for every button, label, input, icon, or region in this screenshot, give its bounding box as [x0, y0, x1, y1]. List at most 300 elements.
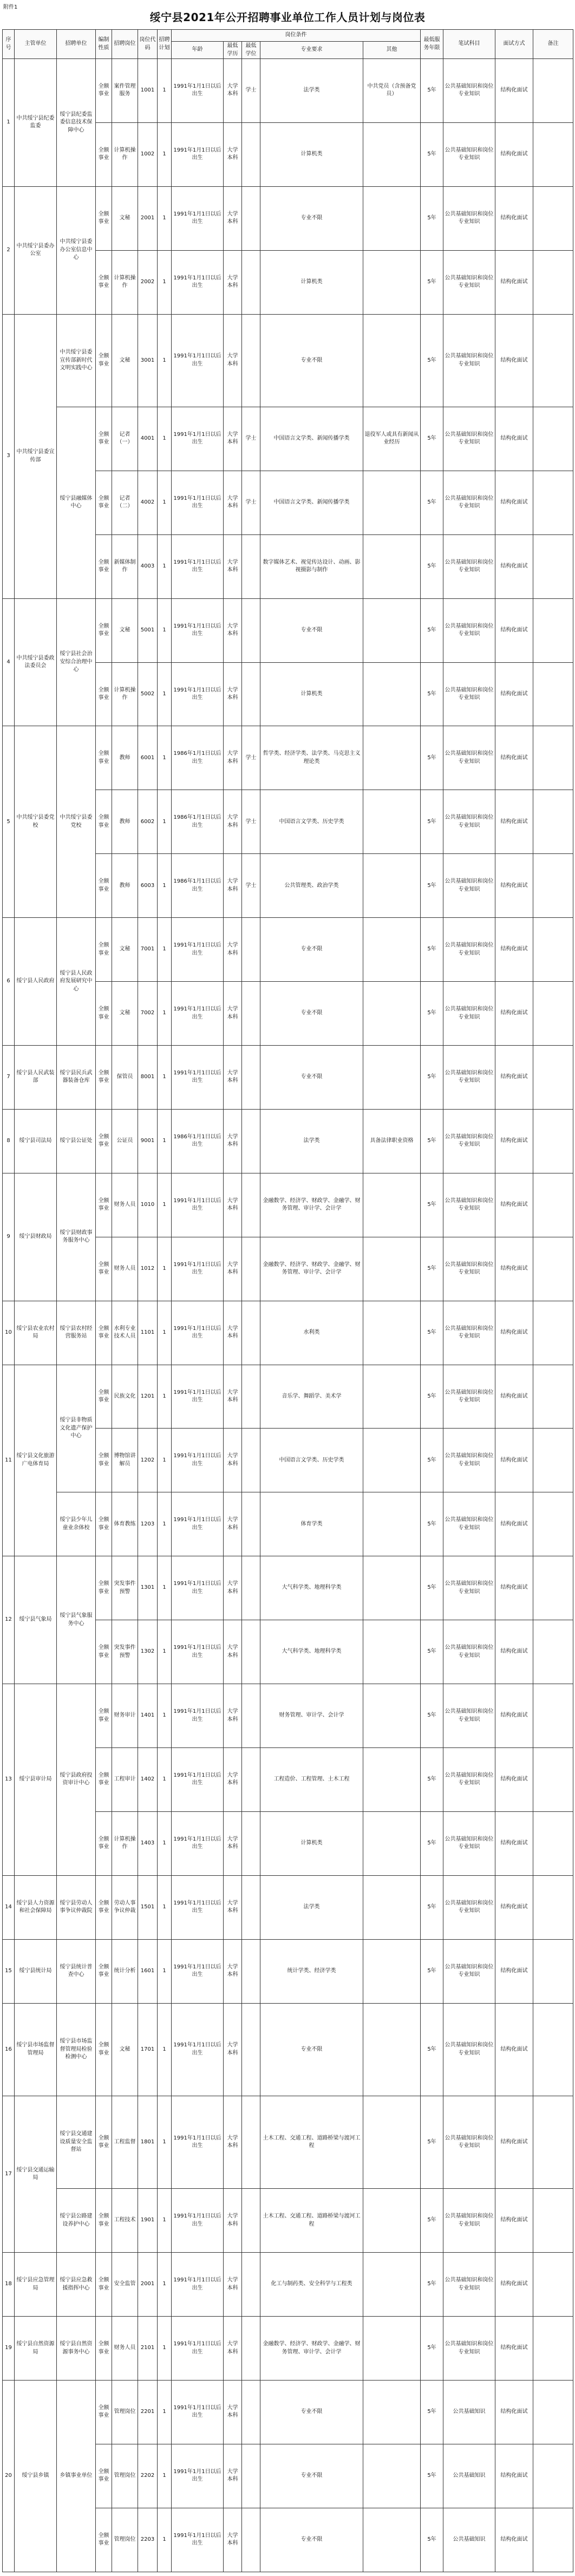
age-cell: 1991年1月1日以后出生 [172, 2317, 224, 2381]
remark-cell [533, 1429, 573, 1492]
exam-subject-cell: 公共基础知识和岗位专业知识 [443, 1747, 495, 1811]
post-name-cell: 教师 [112, 854, 138, 918]
service-cell: 5年 [421, 1747, 443, 1811]
post-name-cell: 计算机操作 [112, 250, 138, 314]
plan-cell: 1 [158, 1429, 172, 1492]
nature-cell: 全额事业 [96, 1620, 112, 1684]
interview-cell: 结构化面试 [495, 1429, 533, 1492]
edu-cell: 大学本科 [224, 186, 242, 250]
plan-cell: 1 [158, 1556, 172, 1620]
remark-cell [533, 1173, 573, 1237]
seq-cell: 15 [3, 1939, 15, 2003]
other-cell [363, 2317, 421, 2381]
plan-cell: 1 [158, 2253, 172, 2317]
exam-subject-cell: 公共基础知识和岗位专业知识 [443, 1939, 495, 2003]
remark-cell [533, 1301, 573, 1365]
other-cell [363, 1046, 421, 1110]
degree-cell: 学士 [242, 726, 260, 790]
table-body [3, 59, 573, 2572]
other-cell [363, 2444, 421, 2508]
post-code-cell: 1501 [138, 1875, 158, 1939]
header-interview: 面试方式 [495, 30, 533, 59]
post-code-cell: 1010 [138, 1173, 158, 1237]
nature-cell: 全额事业 [96, 122, 112, 186]
other-cell [363, 1939, 421, 2003]
post-code-cell: 6002 [138, 790, 158, 854]
major-cell: 财务管理、审计学、会计学 [260, 1684, 363, 1748]
post-code-cell: 9001 [138, 1109, 158, 1173]
remark-cell [533, 598, 573, 662]
post-name-cell: 博物馆讲解员 [112, 1429, 138, 1492]
edu-cell: 大学本科 [224, 1429, 242, 1492]
service-cell: 5年 [421, 1109, 443, 1173]
post-name-cell: 工程技术 [112, 2189, 138, 2253]
post-name-cell: 财务人员 [112, 2317, 138, 2381]
post-code-cell: 4002 [138, 471, 158, 534]
post-code-cell: 2101 [138, 2317, 158, 2381]
table-row [3, 2189, 573, 2253]
exam-subject-cell: 公共基础知识和岗位专业知识 [443, 1556, 495, 1620]
exam-subject-cell: 公共基础知识和岗位专业知识 [443, 2096, 495, 2188]
post-name-cell: 记者（一） [112, 407, 138, 471]
interview-cell: 结构化面试 [495, 1875, 533, 1939]
remark-cell [533, 314, 573, 407]
post-code-cell: 1201 [138, 1365, 158, 1429]
edu-cell: 大学本科 [224, 2253, 242, 2317]
other-cell [363, 2380, 421, 2444]
post-name-cell: 计算机操作 [112, 662, 138, 726]
nature-cell: 全额事业 [96, 1684, 112, 1748]
edu-cell: 大学本科 [224, 1237, 242, 1301]
age-cell: 1991年1月1日以后出生 [172, 1620, 224, 1684]
major-cell: 专业不限 [260, 982, 363, 1046]
interview-cell: 结构化面试 [495, 790, 533, 854]
degree-cell [242, 2380, 260, 2444]
post-code-cell: 1001 [138, 59, 158, 123]
other-cell [363, 1365, 421, 1429]
major-cell: 专业不限 [260, 1046, 363, 1110]
nature-cell: 全额事业 [96, 2508, 112, 2572]
post-name-cell: 保管员 [112, 1046, 138, 1110]
post-name-cell: 民族文化 [112, 1365, 138, 1429]
table-row [3, 1301, 573, 1365]
service-cell: 5年 [421, 2003, 443, 2096]
degree-cell [242, 598, 260, 662]
major-cell: 专业不限 [260, 2380, 363, 2444]
remark-cell [533, 2444, 573, 2508]
table-row [3, 1046, 573, 1110]
service-cell: 5年 [421, 2253, 443, 2317]
table-row [3, 2380, 573, 2444]
header-conditions: 岗位条件 [172, 30, 421, 42]
dept-cell: 中共绥宁县委党校 [15, 726, 57, 918]
plan-cell: 1 [158, 1939, 172, 2003]
plan-cell: 1 [158, 854, 172, 918]
table-row [3, 2253, 573, 2317]
major-cell: 计算机类 [260, 122, 363, 186]
nature-cell: 全额事业 [96, 1365, 112, 1429]
edu-cell: 大学本科 [224, 1939, 242, 2003]
major-cell: 中国语言文学类、新闻传播学类 [260, 471, 363, 534]
degree-cell [242, 1811, 260, 1875]
remark-cell [533, 2096, 573, 2188]
interview-cell: 结构化面试 [495, 1365, 533, 1429]
header-dept: 主管单位 [15, 30, 57, 59]
plan-cell: 1 [158, 1109, 172, 1173]
interview-cell: 结构化面试 [495, 1556, 533, 1620]
edu-cell: 大学本科 [224, 662, 242, 726]
exam-subject-cell: 公共基础知识和岗位专业知识 [443, 662, 495, 726]
exam-subject-cell: 公共基础知识和岗位专业知识 [443, 918, 495, 982]
service-cell: 5年 [421, 1620, 443, 1684]
plan-cell: 1 [158, 598, 172, 662]
remark-cell [533, 186, 573, 250]
exam-subject-cell: 公共基础知识 [443, 2380, 495, 2444]
unit-cell: 绥宁县融媒体中心 [57, 407, 96, 598]
post-name-cell: 计算机操作 [112, 1811, 138, 1875]
unit-cell: 中共绥宁县委办公室信息中心 [57, 186, 96, 314]
unit-cell: 绥宁县非物质文化遗产保护中心 [57, 1365, 96, 1492]
dept-cell: 绥宁县司法局 [15, 1109, 57, 1173]
other-cell [363, 1237, 421, 1301]
major-cell: 水利类 [260, 1301, 363, 1365]
post-code-cell: 1302 [138, 1620, 158, 1684]
interview-cell: 结构化面试 [495, 59, 533, 123]
major-cell: 专业不限 [260, 2508, 363, 2572]
table-row [3, 1684, 573, 1748]
age-cell: 1991年1月1日以后出生 [172, 534, 224, 598]
age-cell: 1991年1月1日以后出生 [172, 1556, 224, 1620]
service-cell: 5年 [421, 534, 443, 598]
edu-cell: 大学本科 [224, 407, 242, 471]
age-cell: 1991年1月1日以后出生 [172, 2253, 224, 2317]
plan-cell: 1 [158, 250, 172, 314]
exam-subject-cell: 公共基础知识和岗位专业知识 [443, 471, 495, 534]
service-cell: 5年 [421, 314, 443, 407]
service-cell: 5年 [421, 790, 443, 854]
edu-cell: 大学本科 [224, 1556, 242, 1620]
degree-cell: 学士 [242, 471, 260, 534]
remark-cell [533, 2380, 573, 2444]
plan-cell: 1 [158, 1237, 172, 1301]
degree-cell: 学士 [242, 854, 260, 918]
plan-cell: 1 [158, 1747, 172, 1811]
edu-cell: 大学本科 [224, 314, 242, 407]
other-cell [363, 2508, 421, 2572]
remark-cell [533, 854, 573, 918]
interview-cell: 结构化面试 [495, 2317, 533, 2381]
interview-cell: 结构化面试 [495, 1684, 533, 1748]
other-cell [363, 1620, 421, 1684]
plan-cell: 1 [158, 1492, 172, 1556]
major-cell: 专业不限 [260, 2003, 363, 2096]
exam-subject-cell: 公共基础知识和岗位专业知识 [443, 1811, 495, 1875]
degree-cell [242, 1365, 260, 1429]
post-code-cell: 5001 [138, 598, 158, 662]
degree-cell [242, 1492, 260, 1556]
service-cell: 5年 [421, 471, 443, 534]
dept-cell: 绥宁县交通运输局 [15, 2096, 57, 2252]
edu-cell: 大学本科 [224, 2317, 242, 2381]
unit-cell: 绥宁县市场监督管理局检验检测中心 [57, 2003, 96, 2096]
post-name-cell: 管理岗位 [112, 2508, 138, 2572]
remark-cell [533, 2189, 573, 2253]
age-cell: 1991年1月1日以后出生 [172, 407, 224, 471]
post-code-cell: 3001 [138, 314, 158, 407]
other-cell [363, 726, 421, 790]
major-cell: 法学类 [260, 59, 363, 123]
degree-cell [242, 2096, 260, 2188]
interview-cell: 结构化面试 [495, 1811, 533, 1875]
plan-cell: 1 [158, 1365, 172, 1429]
nature-cell: 全额事业 [96, 1811, 112, 1875]
remark-cell [533, 662, 573, 726]
unit-cell: 绥宁县人民政府发展研究中心 [57, 918, 96, 1046]
post-name-cell: 教师 [112, 726, 138, 790]
exam-subject-cell: 公共基础知识和岗位专业知识 [443, 1173, 495, 1237]
degree-cell [242, 186, 260, 250]
edu-cell: 大学本科 [224, 2444, 242, 2508]
other-cell [363, 1556, 421, 1620]
degree-cell: 学士 [242, 59, 260, 123]
post-code-cell: 7001 [138, 918, 158, 982]
service-cell: 5年 [421, 854, 443, 918]
table-row [3, 407, 573, 471]
interview-cell: 结构化面试 [495, 598, 533, 662]
major-cell: 专业不限 [260, 186, 363, 250]
seq-cell: 9 [3, 1173, 15, 1301]
edu-cell: 大学本科 [224, 854, 242, 918]
plan-cell: 1 [158, 407, 172, 471]
nature-cell: 全额事业 [96, 2189, 112, 2253]
unit-cell: 绥宁县交通建设质量安全监督站 [57, 2096, 96, 2188]
service-cell: 5年 [421, 1365, 443, 1429]
edu-cell: 大学本科 [224, 1046, 242, 1110]
service-cell: 5年 [421, 1301, 443, 1365]
service-cell: 5年 [421, 1429, 443, 1492]
edu-cell: 大学本科 [224, 1109, 242, 1173]
service-cell: 5年 [421, 122, 443, 186]
post-name-cell: 体育教练 [112, 1492, 138, 1556]
nature-cell: 全额事业 [96, 250, 112, 314]
header-nature: 编制性质 [96, 30, 112, 59]
degree-cell [242, 2317, 260, 2381]
other-cell [363, 790, 421, 854]
edu-cell: 大学本科 [224, 790, 242, 854]
table-row [3, 1109, 573, 1173]
degree-cell [242, 1684, 260, 1748]
exam-subject-cell: 公共基础知识和岗位专业知识 [443, 854, 495, 918]
dept-cell: 绥宁县自然资源局 [15, 2317, 57, 2381]
major-cell: 计算机类 [260, 250, 363, 314]
post-name-cell: 公证员 [112, 1109, 138, 1173]
unit-cell: 乡镇事业单位 [57, 2380, 96, 2572]
seq-cell: 1 [3, 59, 15, 187]
dept-cell: 绥宁县气象局 [15, 1556, 57, 1684]
exam-subject-cell: 公共基础知识和岗位专业知识 [443, 2253, 495, 2317]
major-cell: 法学类 [260, 1875, 363, 1939]
other-cell [363, 471, 421, 534]
unit-cell: 绥宁县气象服务中心 [57, 1556, 96, 1684]
post-code-cell: 1012 [138, 1237, 158, 1301]
nature-cell: 全额事业 [96, 1173, 112, 1237]
header-remark: 备注 [533, 30, 573, 59]
degree-cell [242, 2508, 260, 2572]
dept-cell: 中共绥宁县委办公室 [15, 186, 57, 314]
edu-cell: 大学本科 [224, 726, 242, 790]
service-cell: 5年 [421, 1046, 443, 1110]
seq-cell: 4 [3, 598, 15, 726]
edu-cell: 大学本科 [224, 1173, 242, 1237]
degree-cell [242, 2003, 260, 2096]
post-code-cell: 1901 [138, 2189, 158, 2253]
interview-cell: 结构化面试 [495, 1747, 533, 1811]
interview-cell: 结构化面试 [495, 1492, 533, 1556]
post-name-cell: 安全监管 [112, 2253, 138, 2317]
remark-cell [533, 471, 573, 534]
service-cell: 5年 [421, 1684, 443, 1748]
major-cell: 哲学类、经济学类、法学类、马克思主义理论类 [260, 726, 363, 790]
remark-cell [533, 1939, 573, 2003]
post-name-cell: 工程监督 [112, 2096, 138, 2188]
major-cell: 统计学类、经济学类 [260, 1939, 363, 2003]
age-cell: 1991年1月1日以后出生 [172, 1429, 224, 1492]
post-name-cell: 教师 [112, 790, 138, 854]
nature-cell: 全额事业 [96, 2096, 112, 2188]
nature-cell: 全额事业 [96, 1747, 112, 1811]
remark-cell [533, 1811, 573, 1875]
remark-cell [533, 790, 573, 854]
exam-subject-cell: 公共基础知识和岗位专业知识 [443, 598, 495, 662]
major-cell: 金融数学、经济学、财政学、金融学、财务管理、审计学、会计学 [260, 2317, 363, 2381]
major-cell: 计算机类 [260, 662, 363, 726]
degree-cell [242, 1875, 260, 1939]
degree-cell [242, 918, 260, 982]
remark-cell [533, 250, 573, 314]
edu-cell: 大学本科 [224, 1620, 242, 1684]
remark-cell [533, 1046, 573, 1110]
nature-cell: 全额事业 [96, 662, 112, 726]
edu-cell: 大学本科 [224, 598, 242, 662]
service-cell: 5年 [421, 662, 443, 726]
dept-cell: 中共绥宁县委宣传部 [15, 314, 57, 598]
exam-subject-cell: 公共基础知识和岗位专业知识 [443, 250, 495, 314]
edu-cell: 大学本科 [224, 250, 242, 314]
table-row [3, 1492, 573, 1556]
interview-cell: 结构化面试 [495, 726, 533, 790]
edu-cell: 大学本科 [224, 2508, 242, 2572]
plan-cell: 1 [158, 662, 172, 726]
edu-cell: 大学本科 [224, 982, 242, 1046]
other-cell [363, 122, 421, 186]
post-code-cell: 1401 [138, 1684, 158, 1748]
plan-cell: 1 [158, 1620, 172, 1684]
interview-cell: 结构化面试 [495, 1237, 533, 1301]
post-code-cell: 6003 [138, 854, 158, 918]
edu-cell: 大学本科 [224, 122, 242, 186]
age-cell: 1991年1月1日以后出生 [172, 314, 224, 407]
other-cell [363, 534, 421, 598]
age-cell: 1991年1月1日以后出生 [172, 471, 224, 534]
age-cell: 1991年1月1日以后出生 [172, 2189, 224, 2253]
header-other: 其他 [363, 42, 421, 59]
exam-subject-cell: 公共基础知识和岗位专业知识 [443, 1237, 495, 1301]
plan-cell: 1 [158, 790, 172, 854]
major-cell: 土木工程、交通工程、道路桥梁与渡河工程 [260, 2096, 363, 2188]
exam-subject-cell: 公共基础知识和岗位专业知识 [443, 1301, 495, 1365]
plan-cell: 1 [158, 2317, 172, 2381]
service-cell: 5年 [421, 1939, 443, 2003]
age-cell: 1986年1月1日以后出生 [172, 1109, 224, 1173]
interview-cell: 结构化面试 [495, 314, 533, 407]
unit-cell: 绥宁县劳动人事争议仲裁院 [57, 1875, 96, 1939]
edu-cell: 大学本科 [224, 1684, 242, 1748]
age-cell: 1991年1月1日以后出生 [172, 1492, 224, 1556]
post-code-cell: 1402 [138, 1747, 158, 1811]
service-cell: 5年 [421, 2380, 443, 2444]
post-code-cell: 1301 [138, 1556, 158, 1620]
seq-cell: 3 [3, 314, 15, 598]
edu-cell: 大学本科 [224, 2003, 242, 2096]
post-code-cell: 1801 [138, 2096, 158, 2188]
dept-cell: 绥宁县统计局 [15, 1939, 57, 2003]
other-cell: 中共党员（含预备党员） [363, 59, 421, 123]
exam-subject-cell: 公共基础知识和岗位专业知识 [443, 186, 495, 250]
table-row [3, 1173, 573, 1237]
remark-cell [533, 1492, 573, 1556]
interview-cell: 结构化面试 [495, 2508, 533, 2572]
nature-cell: 全额事业 [96, 59, 112, 123]
edu-cell: 大学本科 [224, 2096, 242, 2188]
nature-cell: 全额事业 [96, 186, 112, 250]
other-cell [363, 1684, 421, 1748]
exam-subject-cell: 公共基础知识和岗位专业知识 [443, 1620, 495, 1684]
service-cell: 5年 [421, 407, 443, 471]
table-row [3, 59, 573, 123]
header-exam-subject: 笔试科目 [443, 30, 495, 59]
age-cell: 1986年1月1日以后出生 [172, 854, 224, 918]
table-row [3, 726, 573, 790]
header-seq: 序号 [3, 30, 15, 59]
age-cell: 1991年1月1日以后出生 [172, 1173, 224, 1237]
post-code-cell: 2201 [138, 2380, 158, 2444]
plan-cell: 1 [158, 122, 172, 186]
attachment-label: 附件1 [3, 4, 18, 10]
post-code-cell: 4003 [138, 534, 158, 598]
major-cell: 体育学类 [260, 1492, 363, 1556]
unit-cell: 绥宁县统计普查中心 [57, 1939, 96, 2003]
service-cell: 5年 [421, 1556, 443, 1620]
header-edu: 最低学历 [224, 42, 242, 59]
plan-cell: 1 [158, 59, 172, 123]
exam-subject-cell: 公共基础知识 [443, 2508, 495, 2572]
table-row [3, 598, 573, 662]
unit-cell: 中共绥宁县委党校 [57, 726, 96, 918]
age-cell: 1991年1月1日以后出生 [172, 918, 224, 982]
unit-cell: 绥宁县农村经营服务站 [57, 1301, 96, 1365]
remark-cell [533, 982, 573, 1046]
header-post-code: 岗位代码 [138, 30, 158, 59]
edu-cell: 大学本科 [224, 471, 242, 534]
remark-cell [533, 1620, 573, 1684]
edu-cell: 大学本科 [224, 59, 242, 123]
post-name-cell: 文秘 [112, 2003, 138, 2096]
age-cell: 1991年1月1日以后出生 [172, 250, 224, 314]
exam-subject-cell: 公共基础知识和岗位专业知识 [443, 2317, 495, 2381]
age-cell: 1991年1月1日以后出生 [172, 982, 224, 1046]
table-row [3, 2003, 573, 2096]
other-cell: 退役军人或具有新闻从业经历 [363, 407, 421, 471]
